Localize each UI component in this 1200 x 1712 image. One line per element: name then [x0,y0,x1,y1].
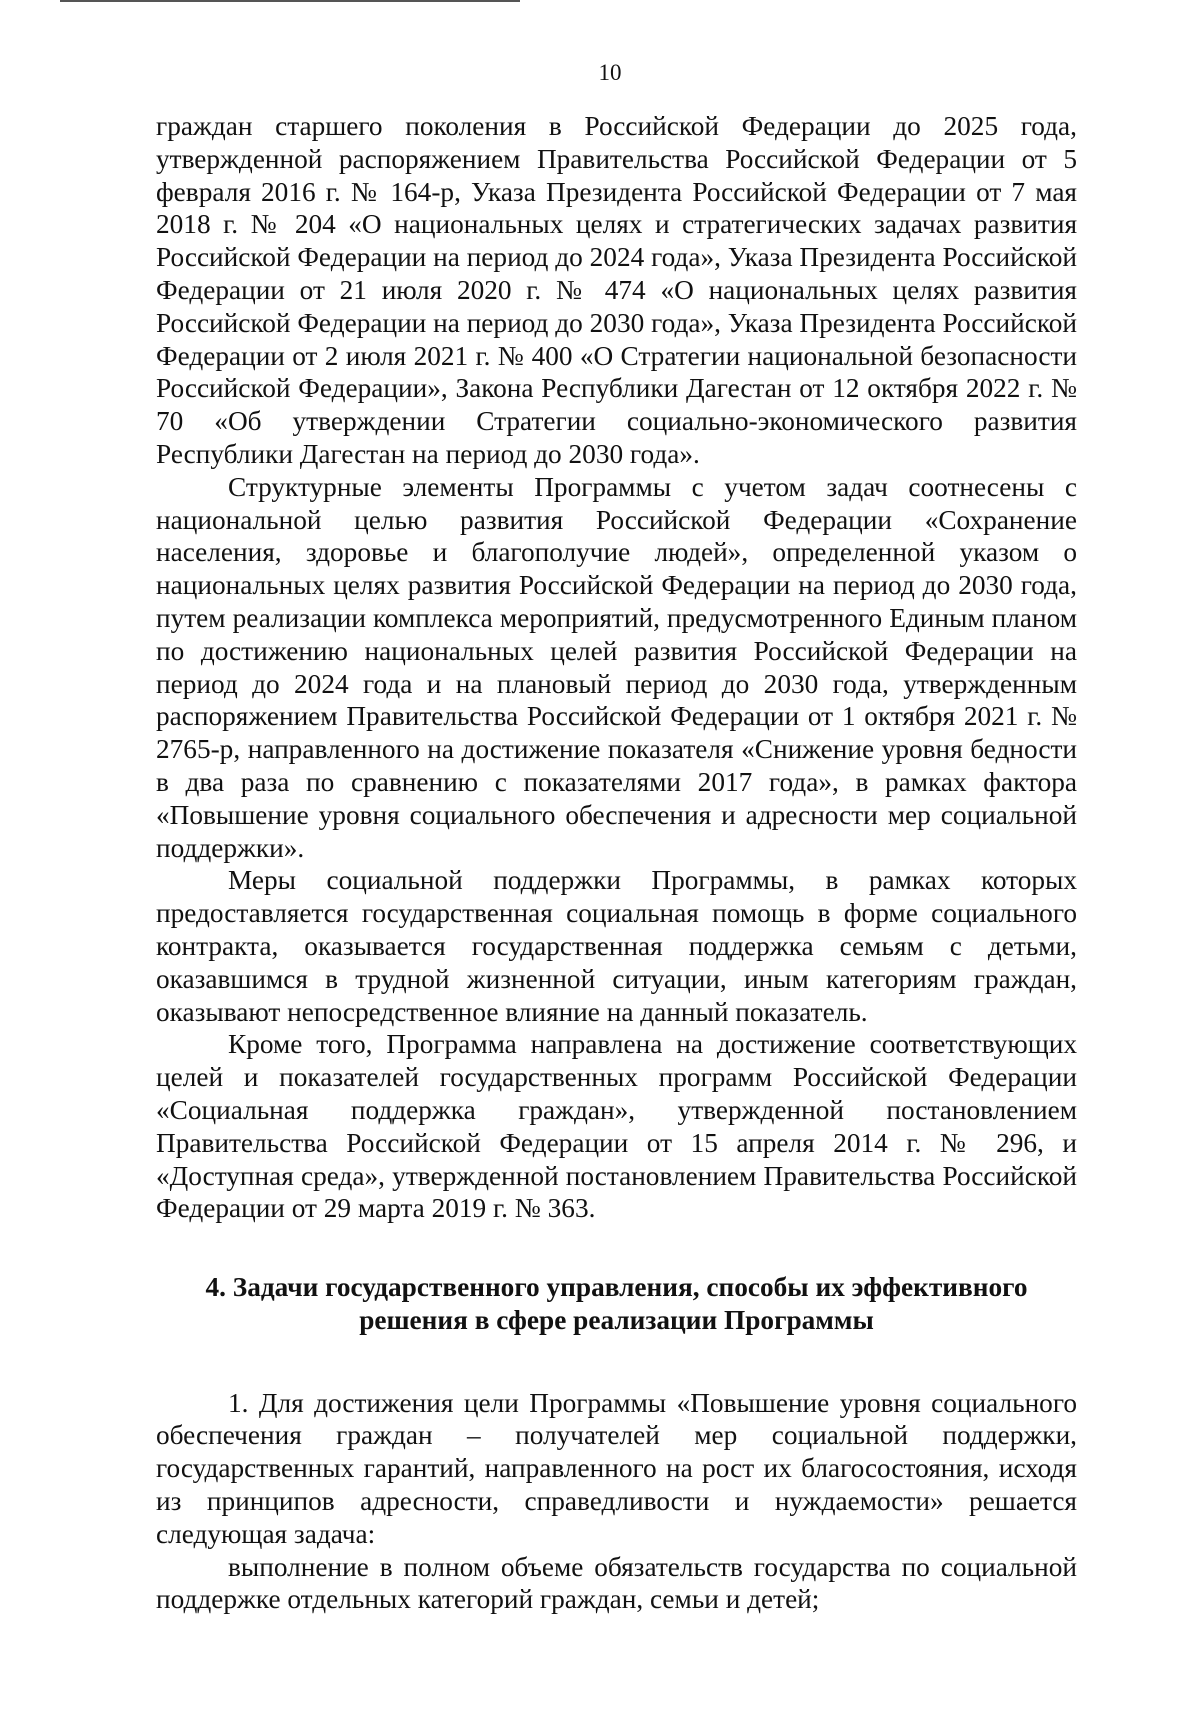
document-body [156,110,1077,1616]
paragraph-legal-basis: граждан старшего поколения в Российской Федерации до 2025 года, утвержденной распоряжением Правительства Российской Федерации от 5 февраля 2016 г. № 164-р, Указа Президента Российской Федерации от 7 мая 2018 г. № 204 «О национальных целях и стратегических задачах развития Российской Федерации на период до 2024 года», Указа Президента Российской Федерации от 21 июля 2020 г. № 474 «О национальных целях развития Российской Федерации на период до 2030 года», Указа Президента Российской Федерации от 2 июля 2021 г. № 400 «О Стратегии национальной безопасности Российской Федерации», Закона Республики Дагестан от 12 октября 2022 г. № 70 «Об утверждении Стратегии социально-экономического развития Республики Дагестан на период до 2030 года». [156,111,1077,469]
paragraph-task: выполнение в полном объеме обязательств государства по социальной поддержке отдельных категорий граждан, семьи и детей; [156,1551,1077,1615]
section-heading [156,1271,1077,1337]
paragraph-support-measures: Меры социальной поддержки Программы, в рамках которых предоставляется государственная социальная помощь в форме социального контракта, оказывается государственная поддержка семьям с детьми, оказавшимся в трудной жизненной ситуации, иным категориям граждан, оказывают непосредственное влияние на данный показатель. [156,865,1077,1027]
section-heading-line-1: 4. Задачи государственного управления, способы их эффективного [205,1272,1028,1303]
page-number: 10 [598,60,622,85]
section-heading-line-2: решения в сфере реализации Программы [359,1304,874,1335]
scan-edge-line [60,0,520,2]
paragraph-program-goal: 1. Для достижения цели Программы «Повышение уровня социального обеспечения граждан – получателей мер социальной поддержки, государственных гарантий, направленного на рост их благосостояния, исходя из принципов адресности, справедливости и нуждаемости» решается следующая задача: [156,1387,1077,1549]
paragraph-state-programs: Кроме того, Программа направлена на достижение соответствующих целей и показателей государственных программ Российской Федерации «Социальная поддержка граждан», утвержденной постановлением Правительства Российской Федерации от 15 апреля 2014 г. № 296, и «Доступная среда», утвержденной постановлением Правительства Российской Федерации от 29 марта 2019 г. № 363. [156,1029,1077,1224]
paragraph-structural-elements: Структурные элементы Программы с учетом задач соотнесены с национальной целью развития Российской Федерации «Сохранение населения, здоровье и благополучие людей», определенной указом о национальных целях развития Российской Федерации на период до 2030 года, путем реализации комплекса мероприятий, предусмотренного Единым планом по достижению национальных целей развития Российской Федерации на период до 2024 года и на плановый период до 2030 года, утвержденным распоряжением Правительства Российской Федерации от 1 октября 2021 г. № 2765-р, направленного на достижение показателя «Снижение уровня бедности в два раза по сравнению с показателями 2017 года», в рамках фактора «Повышение уровня социального обеспечения и адресности мер социальной поддержки». [156,471,1077,863]
